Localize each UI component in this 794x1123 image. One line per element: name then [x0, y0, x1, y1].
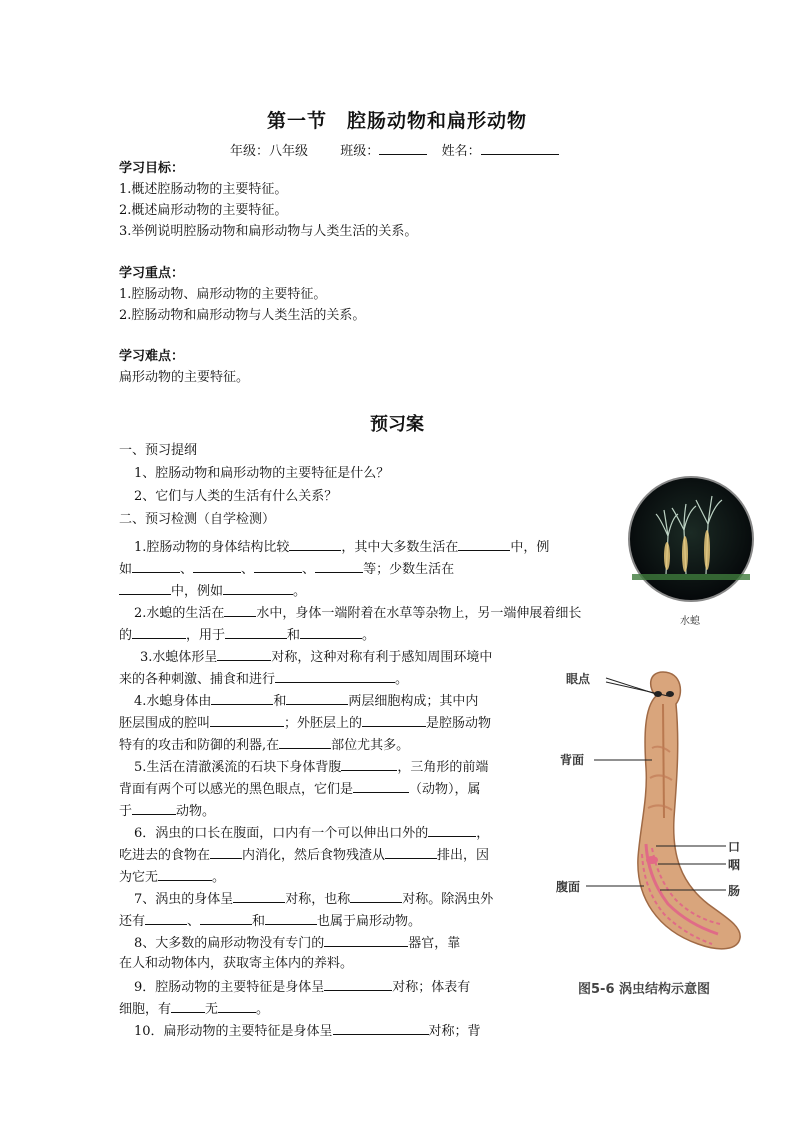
page-title: 第一节 腔肠动物和扁形动物 — [266, 110, 527, 132]
goal-item: 2.概述扁形动物的主要特征。 — [119, 203, 288, 218]
answer-blank[interactable] — [171, 998, 205, 1013]
question-4-line-1 — [134, 690, 478, 712]
answer-blank[interactable] — [350, 888, 402, 903]
answer-blank[interactable] — [353, 778, 409, 793]
question-10-line-1 — [134, 1020, 481, 1042]
q-text: 2.水螅的生活在 — [134, 606, 225, 621]
q-text: 为它无 — [119, 870, 159, 885]
answer-blank[interactable] — [279, 734, 331, 749]
question-1-line-1 — [134, 536, 549, 558]
q-text: 8、大多数的扁形动物没有专门的 — [134, 936, 325, 951]
q-text: 部位尤其多。 — [331, 738, 410, 753]
q-text: 是腔肠动物 — [426, 716, 492, 731]
answer-blank[interactable] — [333, 1020, 429, 1035]
q-text: 排出，因 — [437, 848, 490, 863]
q-text: 对称，这种对称有利于感知周围环境中 — [271, 650, 493, 665]
label-mouth: 口 — [728, 840, 741, 854]
q-text: 两层细胞构成；其中内 — [348, 694, 479, 709]
q-text: 对称；背 — [428, 1024, 481, 1039]
answer-blank[interactable] — [324, 976, 392, 991]
answer-blank[interactable] — [300, 624, 362, 639]
q-text: 对称，也称 — [285, 892, 351, 907]
q-text: 、 — [187, 914, 201, 929]
q-text: 特有的攻击和防御的利器,在 — [119, 738, 280, 753]
question-4-line-2 — [119, 712, 491, 734]
grade-label: 年级：八年级 — [230, 144, 309, 159]
goal-item: 1.概述腔肠动物的主要特征。 — [119, 182, 288, 197]
answer-blank[interactable] — [158, 866, 212, 881]
q-text: ， — [476, 826, 490, 841]
question-6-line-3 — [119, 866, 225, 888]
q-text: ，三角形的前端 — [397, 760, 489, 775]
question-2-line-2 — [119, 624, 375, 646]
answer-blank[interactable] — [119, 580, 171, 595]
q-text: 器官，靠 — [408, 936, 461, 951]
q-text: 4.水螅身体由 — [134, 694, 212, 709]
question-9-line-2 — [119, 998, 269, 1020]
answer-blank[interactable] — [132, 800, 176, 815]
q-text: 和 — [273, 694, 287, 709]
q-text: 中，例 — [510, 540, 550, 555]
answer-blank[interactable] — [428, 822, 476, 837]
answer-blank[interactable] — [218, 998, 256, 1013]
planarian-caption: 图5-6 涡虫结构示意图 — [578, 982, 711, 997]
answer-blank[interactable] — [210, 712, 284, 727]
q-text: 中，例如 — [171, 584, 224, 599]
q-text: 、 — [180, 562, 194, 577]
q-text: 、 — [302, 562, 316, 577]
q-text: ，其中大多数生活在 — [341, 540, 459, 555]
answer-blank[interactable] — [265, 910, 317, 925]
q-text: ；外胚层上的 — [284, 716, 363, 731]
q-text: 无 — [205, 1002, 219, 1017]
goals-heading: 学习目标： — [119, 161, 185, 176]
q-text: 于 — [119, 804, 133, 819]
answer-blank[interactable] — [341, 756, 397, 771]
class-label: 班级： — [340, 144, 380, 159]
keypoint-item: 2.腔肠动物和扁形动物与人类生活的关系。 — [119, 308, 366, 323]
q-text: 等；少数生活在 — [363, 562, 455, 577]
answer-blank[interactable] — [458, 536, 510, 551]
q-text: 胚层围成的腔叫 — [119, 716, 211, 731]
q-text: 内消化，然后食物残渣从 — [242, 848, 386, 863]
answer-blank[interactable] — [193, 558, 241, 573]
q-text: 还有 — [119, 914, 146, 929]
label-eyespot: 眼点 — [566, 672, 591, 686]
question-5-line-3 — [119, 800, 215, 822]
question-8-line-2 — [119, 954, 353, 974]
q-text: 吃进去的食物在 — [119, 848, 211, 863]
q-text: 背面有两个可以感光的黑色眼点，它们是 — [119, 782, 354, 797]
question-8-line-1 — [134, 932, 460, 954]
keypoint-item: 1.腔肠动物、扁形动物的主要特征。 — [119, 287, 327, 302]
question-1-line-2 — [119, 558, 454, 580]
q-text: 。 — [293, 584, 307, 599]
hydra-figure — [626, 474, 756, 604]
q-text: 如 — [119, 562, 133, 577]
q-text: 细胞，有 — [119, 1002, 172, 1017]
preview-heading: 预习案 — [370, 414, 424, 435]
q-text: 5.生活在清澈溪流的石块下身体背腹 — [134, 760, 342, 775]
answer-blank[interactable] — [223, 580, 293, 595]
q-text: 对称。除涡虫外 — [402, 892, 494, 907]
question-9-line-1 — [134, 976, 470, 998]
difficulties-heading: 学习难点： — [119, 349, 185, 364]
q-text: 。 — [395, 672, 409, 687]
q-text: （动物），属 — [409, 782, 481, 797]
goal-item: 3.举例说明腔肠动物和扁形动物与人类生活的关系。 — [119, 224, 418, 239]
hydra-caption: 水螅 — [680, 616, 700, 627]
label-dorsal: 背面 — [560, 753, 585, 767]
answer-blank[interactable] — [275, 668, 395, 683]
answer-blank[interactable] — [211, 690, 273, 705]
class-blank[interactable] — [379, 140, 427, 155]
planarian-illustration — [548, 668, 748, 968]
q-text: 水中，身体一端附着在水草等杂物上，另一端伸展着细长 — [256, 606, 582, 621]
question-7-line-1 — [134, 888, 493, 910]
answer-blank[interactable] — [385, 844, 437, 859]
answer-blank[interactable] — [210, 844, 242, 859]
q-text: 对称；体表有 — [392, 980, 471, 995]
question-3-line-1 — [140, 646, 492, 668]
answer-blank[interactable] — [286, 690, 348, 705]
question-5-line-2 — [119, 778, 481, 800]
question-7-line-2 — [119, 910, 421, 932]
question-6-line-1 — [134, 822, 489, 844]
q-text: 9．腔肠动物的主要特征是身体呈 — [134, 980, 325, 995]
question-1-line-3 — [119, 580, 306, 602]
outline-item: 2、它们与人类的生活有什么关系？ — [134, 489, 338, 504]
planarian-figure — [548, 668, 748, 968]
answer-blank[interactable] — [315, 558, 363, 573]
name-blank[interactable] — [481, 140, 559, 155]
q-text: ，用于 — [186, 628, 226, 643]
q-text: 。 — [256, 1002, 270, 1017]
answer-blank[interactable] — [225, 624, 287, 639]
q-text: 在人和动物体内，获取寄主体内的养料。 — [119, 956, 354, 971]
answer-blank[interactable] — [132, 624, 186, 639]
label-pharynx: 咽 — [728, 858, 741, 872]
name-label: 姓名： — [441, 144, 481, 159]
q-text: 和 — [287, 628, 301, 643]
answer-blank[interactable] — [233, 888, 285, 903]
keypoints-heading: 学习重点： — [119, 266, 185, 281]
q-text: 6．涡虫的口长在腹面，口内有一个可以伸出口外的 — [134, 826, 429, 841]
q-text: 动物。 — [176, 804, 216, 819]
q-text: 。 — [212, 870, 226, 885]
answer-blank[interactable] — [289, 536, 341, 551]
outline-heading: 一、预习提纲 — [119, 443, 198, 458]
difficulty-item: 扁形动物的主要特征。 — [119, 370, 250, 385]
question-4-line-3 — [119, 734, 409, 756]
answer-blank[interactable] — [324, 932, 408, 947]
answer-blank[interactable] — [224, 602, 256, 617]
q-text: 。 — [362, 628, 376, 643]
question-2-line-1 — [134, 602, 581, 624]
q-text: 和 — [252, 914, 266, 929]
hydra-illustration — [626, 474, 756, 604]
header-meta — [230, 140, 559, 159]
question-5-line-1 — [134, 756, 488, 778]
outline-item: 1、腔肠动物和扁形动物的主要特征是什么？ — [134, 466, 390, 481]
answer-blank[interactable] — [132, 558, 180, 573]
q-text: 来的各种刺激、捕食和进行 — [119, 672, 276, 687]
answer-blank[interactable] — [254, 558, 302, 573]
label-intestine: 肠 — [728, 884, 741, 898]
question-6-line-2 — [119, 844, 489, 866]
q-text: 的 — [119, 628, 133, 643]
label-ventral: 腹面 — [556, 880, 581, 894]
check-heading: 二、预习检测（自学检测） — [119, 512, 276, 527]
q-text: 也属于扁形动物。 — [317, 914, 422, 929]
q-text: 3.水螅体形呈 — [140, 650, 218, 665]
q-text: 7、涡虫的身体呈 — [134, 892, 234, 907]
q-text: 、 — [241, 562, 255, 577]
answer-blank[interactable] — [362, 712, 426, 727]
question-3-line-2 — [119, 668, 408, 690]
q-text: 10．扁形动物的主要特征是身体呈 — [134, 1024, 333, 1039]
answer-blank[interactable] — [217, 646, 271, 661]
answer-blank[interactable] — [145, 910, 187, 925]
q-text: 1.腔肠动物的身体结构比较 — [134, 540, 290, 555]
answer-blank[interactable] — [200, 910, 252, 925]
